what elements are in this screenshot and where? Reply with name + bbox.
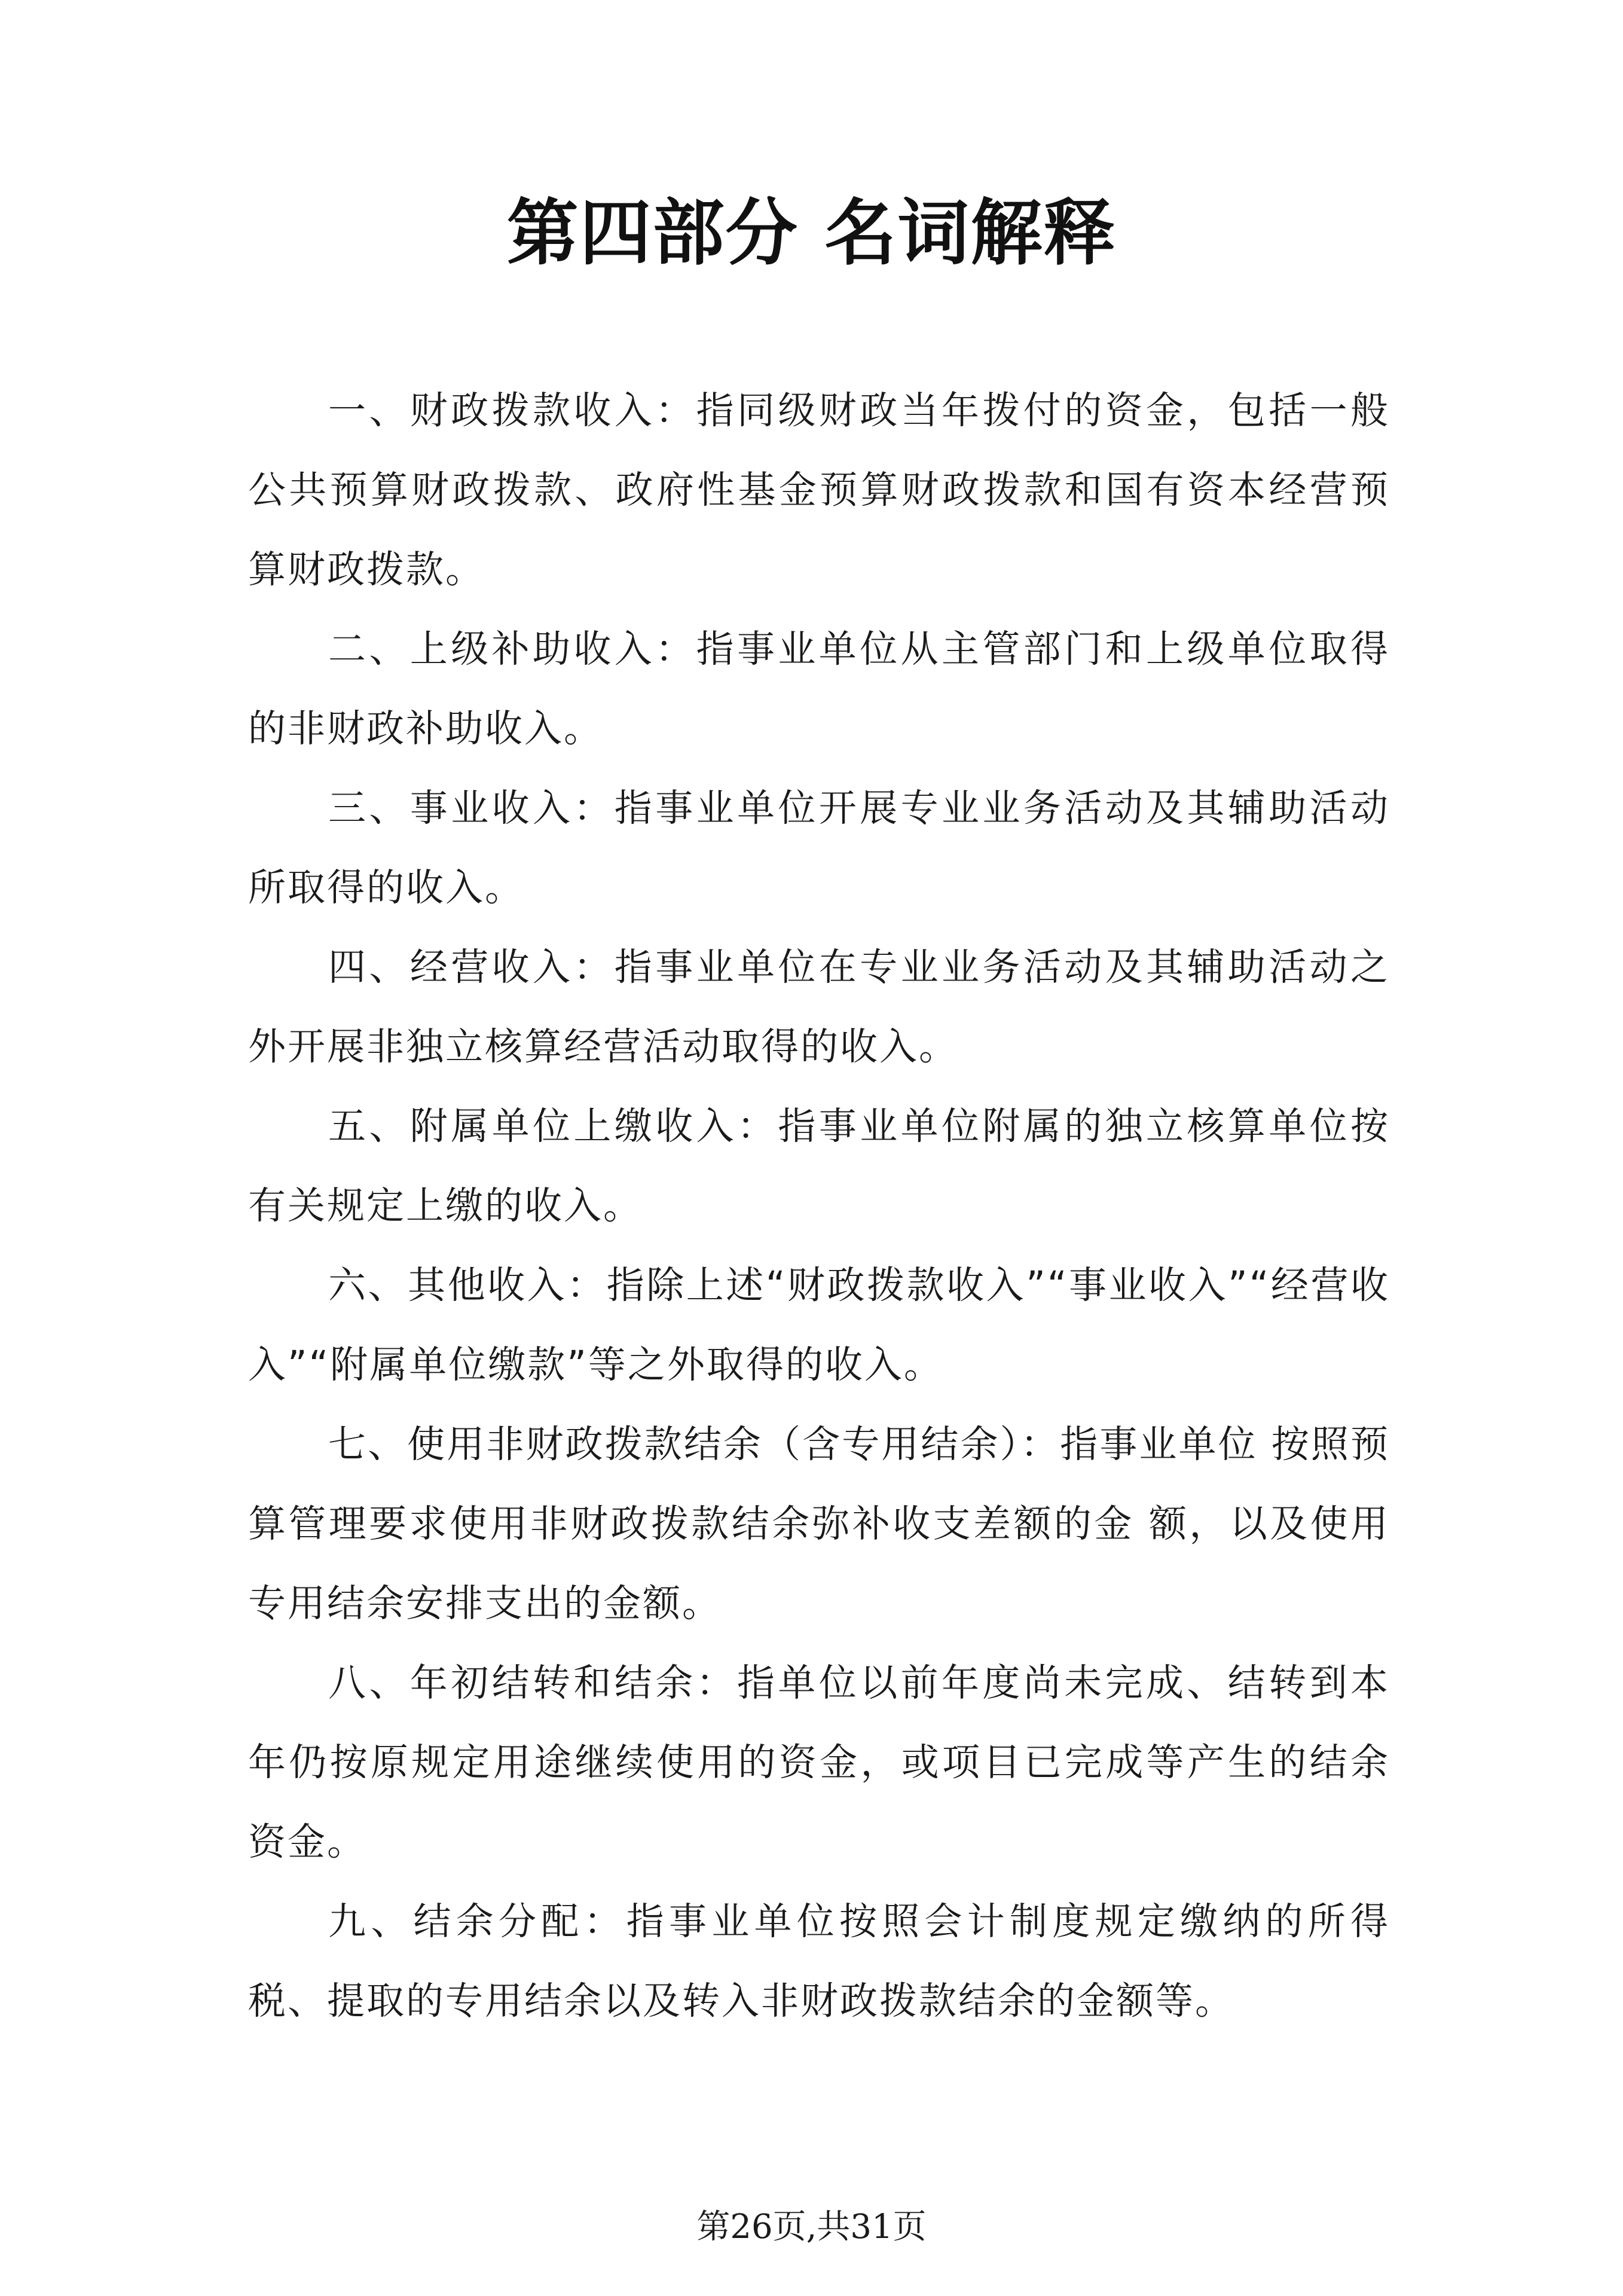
paragraph-balance-distribution: 九、结余分配：指事业单位按照会计制度规定缴纳的所得税、提取的专用结余以及转入非财政拨款结余的金额等。 bbox=[248, 1900, 1390, 2023]
paragraph-fiscal-appropriation-income: 一、财政拨款收入：指同级财政当年拨付的资金，包括一般公共预算财政拨款、政府性基金预算财政拨款和国有资本经营预算财政拨款。 bbox=[248, 389, 1390, 591]
document-body bbox=[248, 371, 1390, 2041]
paragraph-other-income: 六、其他收入：指除上述“财政拨款收入”“事业收入”“经营收入”“附属单位缴款”等之外取得的收入。 bbox=[248, 1263, 1390, 1387]
paragraph-affiliated-unit-income: 五、附属单位上缴收入：指事业单位附属的独立核算单位按有关规定上缴的收入。 bbox=[248, 1104, 1390, 1228]
paragraph-business-income: 三、事业收入：指事业单位开展专业业务活动及其辅助活动所取得的收入。 bbox=[248, 786, 1390, 909]
paragraph-operating-income: 四、经营收入：指事业单位在专业业务活动及其辅助活动之外开展非独立核算经营活动取得的收入。 bbox=[248, 945, 1390, 1068]
page-title: 第四部分 名词解释 bbox=[506, 191, 1117, 275]
page-number-footer: 第26页,共31页 bbox=[696, 2208, 927, 2246]
paragraph-non-fiscal-balance-usage: 七、使用非财政拨款结余（含专用结余）：指事业单位 按照预算管理要求使用非财政拨款结余弥补收支差额的金 额，以及使用专用结余安排支出的金额。 bbox=[248, 1422, 1390, 1625]
paragraph-beginning-carryover: 八、年初结转和结余：指单位以前年度尚未完成、结转到本年仍按原规定用途继续使用的资金，或项目已完成等产生的结余资金。 bbox=[248, 1661, 1390, 1864]
paragraph-superior-subsidy-income: 二、上级补助收入：指事业单位从主管部门和上级单位取得的非财政补助收入。 bbox=[248, 627, 1390, 750]
